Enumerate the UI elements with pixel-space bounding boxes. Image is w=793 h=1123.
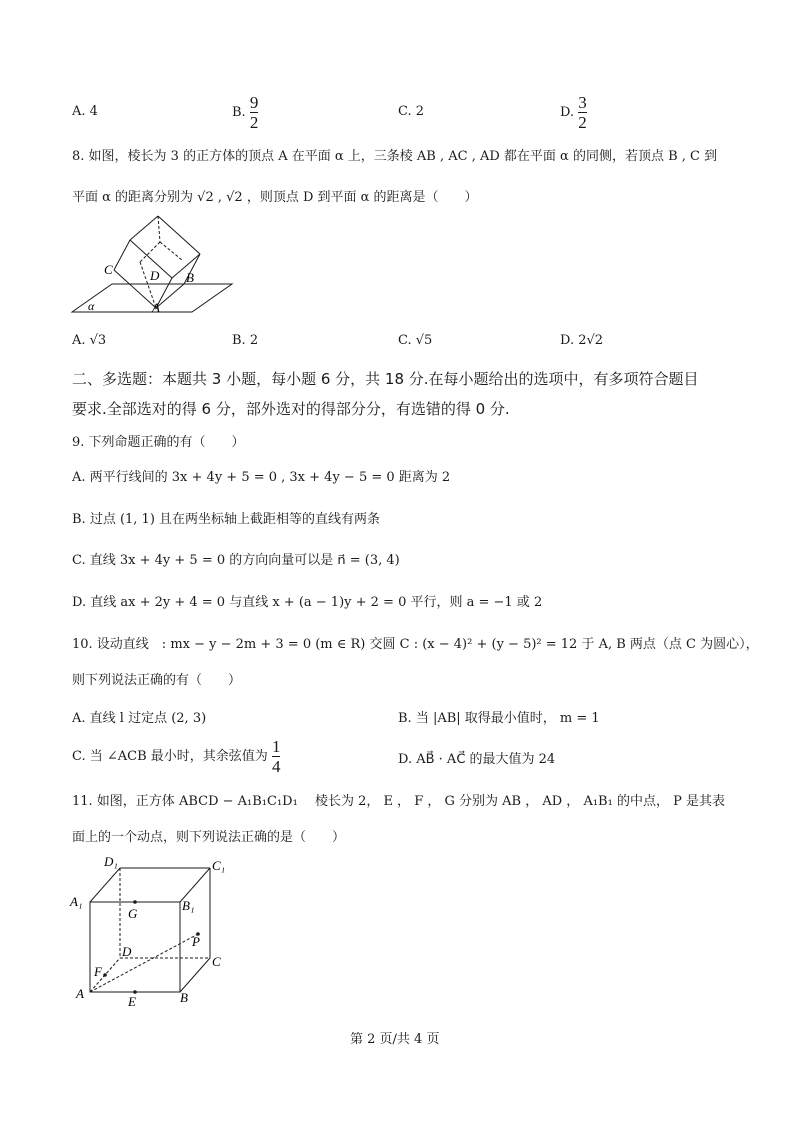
q9-stem: 9. 下列命题正确的有（ ）	[72, 435, 245, 450]
label-d: D	[150, 268, 160, 283]
q7-option-b-fraction: $\frac{9}{2}$	[249, 93, 259, 132]
q7-option-c: C. 2	[398, 104, 425, 119]
q8-option-c: C. √5	[398, 333, 433, 348]
label-alpha: α	[88, 299, 95, 313]
q10-stem-line1: 10. 设动直线 : mx − y − 2m + 3 = 0 (m ∈ R) 交圆 C : (x − 4)² + (y − 5)² = 12 于 A, B 两点（点 C 为圆心），	[72, 637, 759, 652]
label-a: A	[152, 300, 160, 315]
label-c1: C₁	[212, 858, 226, 873]
q10-option-c-fraction: $\frac{1}{4}$	[271, 737, 281, 776]
q11-cube-figure	[64, 850, 234, 1010]
label-b1: B₁	[182, 898, 195, 913]
label-e: E	[128, 994, 136, 1009]
q7-option-b: B. $\frac{9}{2}$	[232, 93, 259, 132]
section2-header-line1: 二、多选题：本题共 3 小题，每小题 6 分，共 18 分.在每小题给出的选项中，有多项符合题目	[72, 370, 699, 388]
q8-option-d: D. 2√2	[560, 333, 604, 348]
q11-stem-line2: 面上的一个动点，则下列说法正确的是（ ）	[72, 830, 346, 845]
q9-option-b: B. 过点 (1, 1) 且在两坐标轴上截距相等的直线有两条	[72, 512, 381, 527]
q9-option-d: D. 直线 ax + 2y + 4 = 0 与直线 x + (a − 1)y + 2 = 0 平行，则 a = −1 或 2	[72, 595, 543, 610]
point-f	[103, 973, 107, 977]
label-f: F	[94, 964, 102, 979]
label-d: D	[122, 944, 132, 959]
q8-stem-line1: 8. 如图，棱长为 3 的正方体的顶点 A 在平面 α 上，三条棱 AB , AC , AD 都在平面 α 的同侧，若顶点 B , C 到	[72, 149, 718, 164]
label-a: A	[76, 986, 84, 1001]
label-a1: A₁	[70, 894, 83, 909]
q9-option-a: A. 两平行线间的 3x + 4y + 5 = 0 , 3x + 4y − 5 = 0 距离为 2	[72, 470, 451, 485]
q8-cube-figure	[70, 212, 240, 316]
q7-option-d-fraction: $\frac{3}{2}$	[578, 93, 587, 132]
q8-stem-line2: 平面 α 的距离分别为 √2 , √2 ，则顶点 D 到平面 α 的距离是（ ）	[72, 190, 478, 205]
label-b: B	[186, 270, 194, 285]
page-footer: 第 2 页/共 4 页	[350, 1032, 440, 1047]
label-b: B	[180, 990, 188, 1005]
q11-stem-line1: 11. 如图，正方体 ABCD − A₁B₁C₁D₁ 棱长为 2， E ， F ， G 分别为 AB ， AD ， A₁B₁ 的中点， P 是其表	[72, 794, 725, 809]
point-g	[133, 900, 137, 904]
section2-header-line2: 要求.全部选对的得 6 分，部外选对的得部分分，有选错的得 0 分.	[72, 400, 510, 418]
label-c: C	[104, 262, 113, 277]
label-d1: D₁	[104, 854, 118, 869]
q9-option-c: C. 直线 3x + 4y + 5 = 0 的方向向量可以是 n⃗ = (3, 4)	[72, 553, 400, 568]
q7-option-a: A. 4	[72, 104, 98, 119]
q10-stem-line2: 则下列说法正确的有（ ）	[72, 673, 242, 688]
label-g: G	[128, 906, 138, 921]
q8-option-b: B. 2	[232, 333, 259, 348]
q10-option-d: D. AB⃗ · AC⃗ 的最大值为 24	[398, 752, 556, 767]
label-c: C	[212, 954, 221, 969]
q10-option-a: A. 直线 l 过定点 (2, 3)	[72, 711, 207, 726]
q8-option-a: A. √3	[72, 333, 107, 348]
label-p: P	[192, 934, 200, 949]
q10-option-c: C. 当 ∠ACB 最小时，其余弦值为 $\frac{1}{4}$	[72, 737, 281, 776]
q10-option-b: B. 当 |AB| 取得最小值时， m = 1	[398, 711, 600, 726]
q7-option-d: D. $\frac{3}{2}$	[560, 93, 587, 132]
